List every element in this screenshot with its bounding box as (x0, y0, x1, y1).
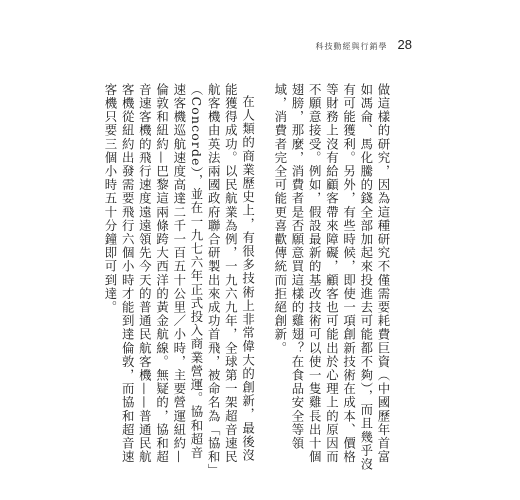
running-header (316, 37, 412, 52)
paragraph-2: 在人類的商業歷史上，有很多技術上非常偉大的創新，最後沒能獲得成功。以民航業為例，一九六九年，全球第一架超音速民航客機由英法兩國政府聯合研製出來成功首飛，被命名為「協和」（Concorde），並在一九七六年正式投入商業營運。協和超音速客機巡航速度高達二千一百五十公里／小時，主要營運紐約—倫敦和紐約—巴黎這兩條跨大西洋的黃金航線。無疑的，協和超音速客機的飛行速度遠遠領先今天的普通民航客機——普通民航客機從紐約出發需要飛行六個小時才能到達倫敦，而協和超音速客機只要三個小時五十分鐘即可到達。 (102, 83, 256, 472)
running-header-title: 科技動經與行銷學 (315, 42, 388, 51)
page-number: 28 (397, 37, 412, 52)
paragraph-1: 做這樣的研究，因為這種研究不僅需要耗費巨資（中國歷年首富如馮侖、馬化騰的錢全部加起來投進去可能都不夠），而且幾乎沒有可能獲利。另外，有些時候，即使一項創新技術在成本、價格等財務上沒有給顧客帶來障礙，顧客也可能出於心理上的原因而不願意接受。例如，假設最新的基改技術可以使一隻雞長出十個翅膀，那麼，消費者是否願意買這樣的雞翅？在食品安全等領域，消費者完全可能更喜歡傳統而拒絕創新。 (272, 83, 391, 472)
body-text (92, 83, 392, 473)
